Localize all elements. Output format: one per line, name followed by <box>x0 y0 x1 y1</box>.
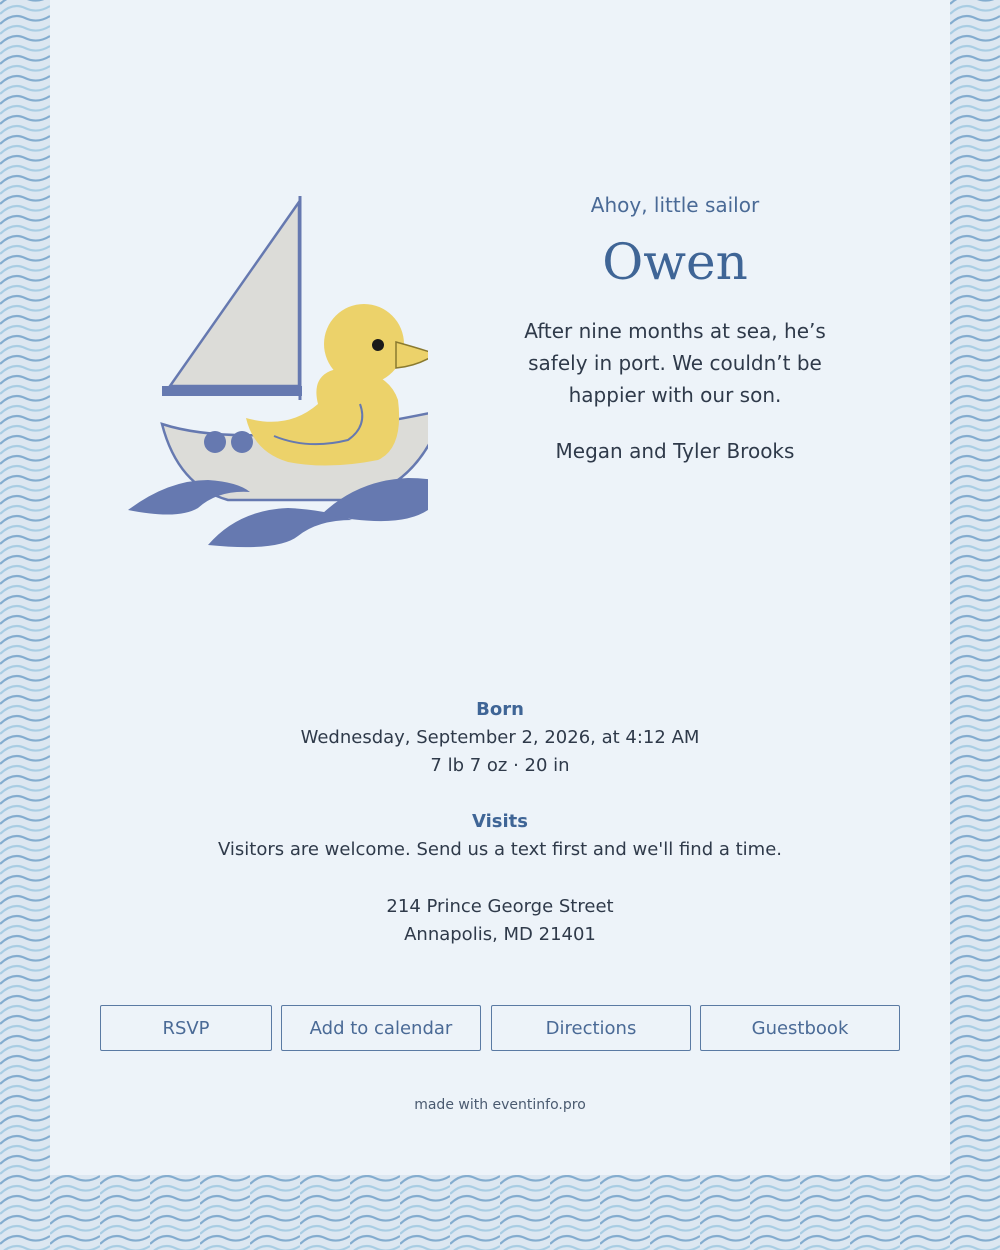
address-line-2: Annapolis, MD 21401 <box>404 924 596 945</box>
birth-datetime: Wednesday, September 2, 2026, at 4:12 AM <box>300 727 700 748</box>
guestbook-button[interactable]: Guestbook <box>700 1005 900 1051</box>
event-details <box>50 696 950 949</box>
duck-sailboat-icon <box>78 190 428 560</box>
greeting: Ahoy, little sailor <box>590 193 760 217</box>
parents-names: Megan and Tyler Brooks <box>555 439 795 463</box>
footer-link[interactable]: made with eventinfo.pro <box>414 1097 586 1113</box>
directions-button[interactable]: Directions <box>491 1005 691 1051</box>
add-to-calendar-button[interactable]: Add to calendar <box>281 1005 481 1051</box>
birth-stats: 7 lb 7 oz · 20 in <box>430 755 570 776</box>
hero-text <box>500 190 850 463</box>
invitation-card <box>50 0 950 1175</box>
rsvp-button[interactable]: RSVP <box>100 1005 272 1051</box>
visits-text: Visitors are welcome. Send us a text first and we'll find a time. <box>217 839 782 860</box>
baby-name: Owen <box>602 233 748 291</box>
visits-heading: Visits <box>472 811 528 832</box>
address-line-1: 214 Prince George Street <box>386 896 614 917</box>
announcement-message: After nine months at sea, he’s safely in port. We couldn’t be happier with our son. <box>524 319 826 407</box>
born-heading: Born <box>476 699 524 720</box>
